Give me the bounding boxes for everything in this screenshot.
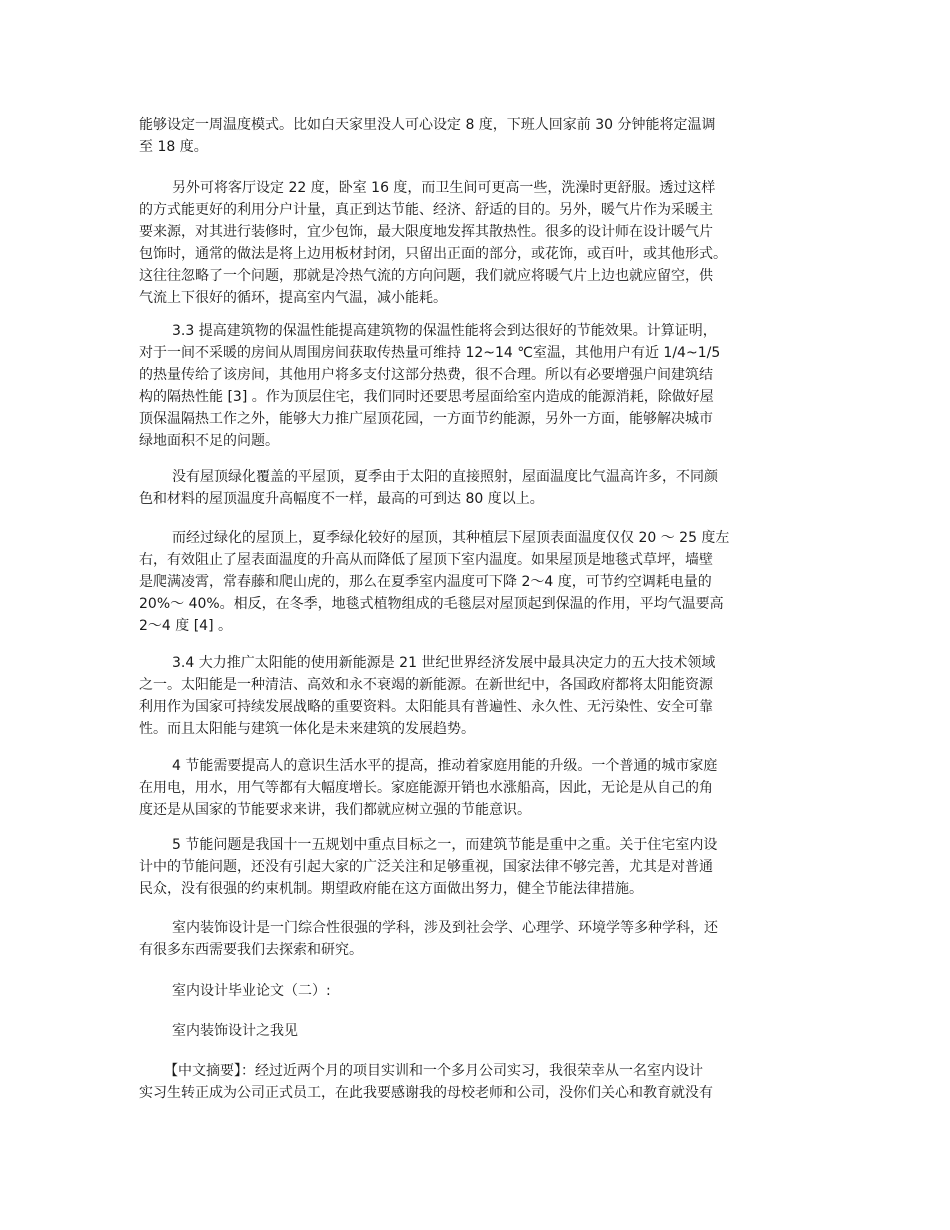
text-line: 在用电，用水，用气等都有大幅度增长。家庭能源开销也水涨船高，因此，无论是从自己的角 <box>139 780 713 796</box>
text-line: 的方式能更好的利用分户计量，真正到达节能、经济、舒适的目的。另外，暖气片作为采暖主 <box>139 202 713 218</box>
text-line: 至 18 度。 <box>139 139 208 155</box>
section-heading: 室内设计毕业论文（二）: <box>172 983 331 999</box>
text-line: 20%～ 40%。相反，在冬季，地毯式植物组成的毛毯层对屋顶起到保温的作用，平均气温要高 <box>139 596 724 612</box>
text-line: 利用作为国家可持续发展战略的重要资料。太阳能具有普遍性、永久性、无污染性、安全可靠 <box>139 699 713 715</box>
text-line: 实习生转正成为公司正式员工，在此我要感谢我的母校老师和公司，没你们关心和教育就没有 <box>139 1085 713 1101</box>
text-line: 而经过绿化的屋顶上，夏季绿化较好的屋顶，其种植层下屋顶表面温度仅仅 20 ～ 25 度左 <box>172 530 730 546</box>
text-line: 5 节能问题是我国十一五规划中重点目标之一，而建筑节能是重中之重。关于住宅室内设 <box>172 837 718 853</box>
text-line: 能够设定一周温度模式。比如白天家里没人可心设定 8 度，下班人回家前 30 分钟能将定温调 <box>139 117 716 133</box>
article-title: 室内装饰设计之我见 <box>172 1023 298 1039</box>
text-line: 3.4 大力推广太阳能的使用新能源是 21 世纪世界经济发展中最具决定力的五大技术领域 <box>172 655 716 671</box>
text-line: 3.3 提高建筑物的保温性能提高建筑物的保温性能将会到达很好的节能效果。计算证明， <box>172 323 717 339</box>
text-line: 包饰时，通常的做法是将上边用板材封闭，只留出正面的部分，或花饰，或百叶，或其他形式。 <box>139 246 727 262</box>
text-line: 这往往忽略了一个问题，那就是冷热气流的方向问题，我们就应将暖气片上边也就应留空，供 <box>139 268 713 284</box>
text-line: 顶保温隔热工作之外，能够大力推广屋顶花园，一方面节约能源，另外一方面，能够解决城市 <box>139 411 713 427</box>
text-line: 构的隔热性能 [3] 。作为顶层住宅，我们同时还要思考屋面给室内造成的能源消耗，除做好屋 <box>139 389 714 405</box>
text-line: 度还是从国家的节能要求来讲，我们都就应树立强的节能意识。 <box>139 802 531 818</box>
text-line: 民众，没有很强的约束机制。期望政府能在这方面做出努力，健全节能法律措施。 <box>139 881 643 897</box>
text-line: 4 节能需要提高人的意识生活水平的提高，推动着家庭用能的升级。一个普通的城市家庭 <box>172 758 718 774</box>
text-line: 没有屋顶绿化覆盖的平屋顶，夏季由于太阳的直接照射，屋面温度比气温高许多，不同颜 <box>172 469 718 485</box>
text-line: 性。而且太阳能与建筑一体化是未来建筑的发展趋势。 <box>139 721 475 737</box>
text-line: 计中的节能问题，还没有引起大家的广泛关注和足够重视，国家法律不够完善，尤其是对普通 <box>139 859 713 875</box>
text-line: 之一。太阳能是一种清洁、高效和永不衰竭的新能源。在新世纪中，各国政府都将太阳能资源 <box>139 677 713 693</box>
text-line: 2～4 度 [4] 。 <box>139 618 232 634</box>
text-line: 色和材料的屋顶温度升高幅度不一样，最高的可到达 80 度以上。 <box>139 491 544 507</box>
text-line: 室内装饰设计是一门综合性很强的学科，涉及到社会学、心理学、环境学等多种学科，还 <box>172 920 718 936</box>
text-line: 绿地面积不足的问题。 <box>139 433 279 449</box>
text-line: 有很多东西需要我们去探索和研究。 <box>139 942 363 958</box>
text-line: 【中文摘要】：经过近两个月的项目实训和一个多月公司实习，我很荣幸从一名室内设计 <box>164 1063 703 1079</box>
text-line: 是爬满凌霄，常春藤和爬山虎的，那么在夏季室内温度可下降 2～4 度，可节约空调耗电量的 <box>139 574 712 590</box>
text-line: 对于一间不采暖的房间从周围房间获取传热量可维持 12~14 ℃室温，其他用户有近 1/4~1/5 <box>139 345 721 361</box>
text-line: 右，有效阻止了屋表面温度的升高从而降低了屋顶下室内温度。如果屋顶是地毯式草坪，墙壁 <box>139 552 713 568</box>
text-line: 的热量传给了该房间，其他用户将多支付这部分热费，很不合理。所以有必要增强户间建筑结 <box>139 367 713 383</box>
text-line: 另外可将客厅设定 22 度，卧室 16 度，而卫生间可更高一些，洗澡时更舒服。透过这样 <box>172 180 716 196</box>
text-line: 气流上下很好的循环，提高室内气温，减小能耗。 <box>139 290 447 306</box>
text-line: 要来源，对其进行装修时，宜少包饰，最大限度地发挥其散热性。很多的设计师在设计暖气片 <box>139 224 713 240</box>
